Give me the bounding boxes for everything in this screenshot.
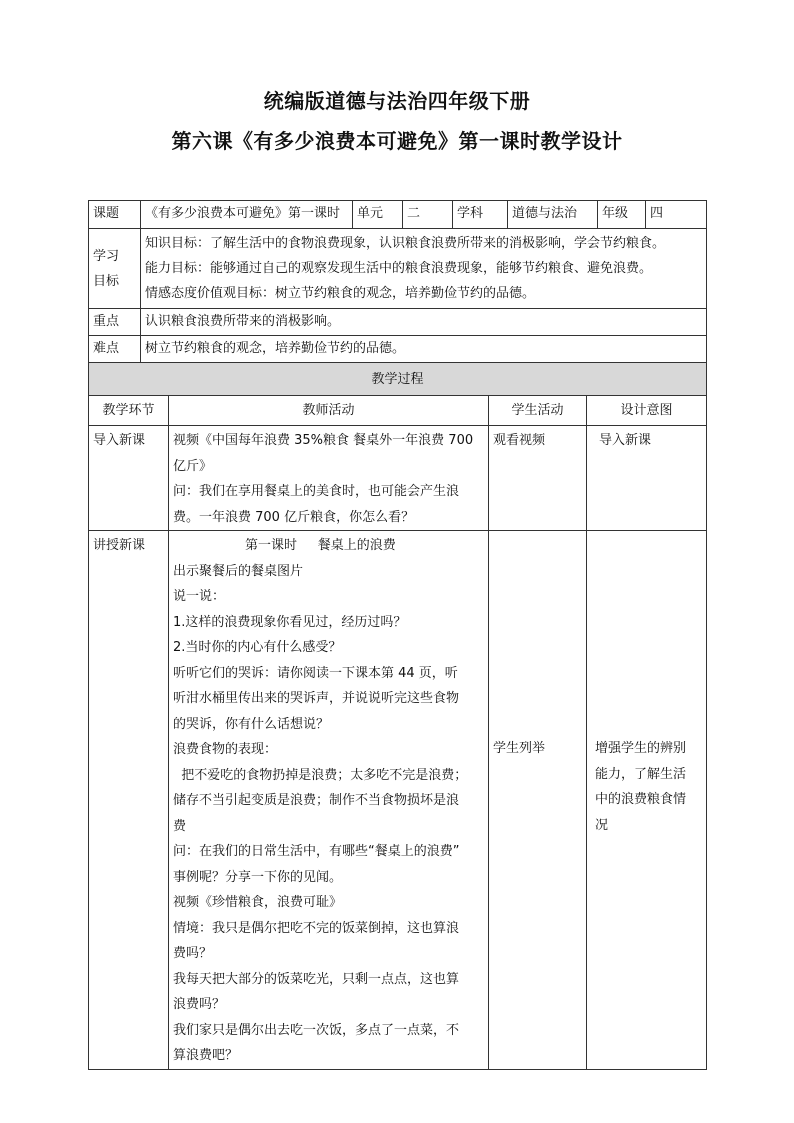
lesson-heading <box>173 533 484 559</box>
lesson-teacher-line: 事例呢？分享一下你的见闻。 <box>173 869 343 885</box>
subject-label: 学科 <box>453 201 508 229</box>
lesson-design-intent <box>587 531 707 1070</box>
lesson-teacher-line: 问：在我们的日常生活中，有哪些“餐桌上的浪费” <box>173 844 460 859</box>
lesson-teacher-line: 出示聚餐后的餐桌图片 <box>173 563 304 579</box>
lesson-teacher-line: 我们家只是偶尔出去吃一次饭，多点了一点菜，不 <box>173 1022 460 1038</box>
intro-design-intent: 导入新课 <box>587 426 707 531</box>
goals-label-line2: 目标 <box>93 273 120 289</box>
emotion-goal: 情感态度价值观目标：树立节约粮食的观念，培养勤俭节约的品德。 <box>145 286 536 301</box>
lesson-intent-line: 中的浪费粮食情 <box>595 792 687 807</box>
lesson-teacher-line: 费 <box>173 818 187 834</box>
header-intent: 设计意图 <box>587 396 707 426</box>
goals-label-line1: 学习 <box>93 248 120 264</box>
header-stage: 教学环节 <box>89 396 169 426</box>
intro-stage: 导入新课 <box>89 426 169 531</box>
document-title-line2: 第六课《有多少浪费本可避免》第一课时教学设计 <box>171 129 623 153</box>
topic-label: 课题 <box>89 201 141 229</box>
lesson-teacher-line: 费吗？ <box>173 946 213 961</box>
intro-teacher-activity <box>169 426 489 531</box>
header-student: 学生活动 <box>489 396 587 426</box>
intro-teacher-line: 视频《中国每年浪费 35%粮食 餐桌外一年浪费 700 <box>173 433 474 448</box>
knowledge-goal: 知识目标：了解生活中的食物浪费现象，认识粮食浪费所带来的消极影响，学会节约粮食。 <box>145 236 666 251</box>
lesson-teacher-line: 1.这样的浪费现象你看见过，经历过吗？ <box>173 614 407 630</box>
intro-student-activity: 观看视频 <box>489 426 587 531</box>
key-point-value: 认识粮食浪费所带来的消极影响。 <box>141 309 707 336</box>
teaching-process-banner: 教学过程 <box>89 363 707 396</box>
lesson-teacher-line: 听泔水桶里传出来的哭诉声，并说说听完这些食物 <box>173 691 460 706</box>
lesson-teacher-line: 听听它们的哭诉：请你阅读一下课本第 44 页，听 <box>173 665 458 681</box>
goals-label <box>89 229 141 309</box>
lesson-stage: 讲授新课 <box>89 531 169 1070</box>
intro-teacher-line: 亿斤》 <box>173 458 213 474</box>
header-teacher: 教师活动 <box>169 396 489 426</box>
lesson-teacher-line: 浪费食物的表现： <box>173 742 278 757</box>
goals-content <box>141 229 707 309</box>
lesson-teacher-line: 说一说： <box>173 589 226 604</box>
lesson-teacher-line: 算浪费吧？ <box>173 1048 239 1063</box>
intro-teacher-line: 问：我们在享用餐桌上的美食时，也可能会产生浪 <box>173 484 460 499</box>
lesson-teacher-activity <box>169 531 489 1070</box>
intro-teacher-line: 费。一年浪费 700 亿斤粮食，你怎么看？ <box>173 509 415 525</box>
lesson-heading-b: 餐桌上的浪费 <box>317 538 396 553</box>
ability-goal: 能力目标：能够通过自己的观察发现生活中的粮食浪费现象，能够节约粮食、避免浪费。 <box>145 261 653 276</box>
lesson-student-activity: 学生列举 <box>489 531 587 1070</box>
lesson-teacher-line: 视频《珍惜粮食，浪费可耻》 <box>173 895 343 910</box>
unit-value: 二 <box>403 201 453 229</box>
teaching-process-table <box>88 362 707 1070</box>
lesson-teacher-line: 的哭诉，你有什么话想说？ <box>173 716 330 732</box>
unit-label: 单元 <box>353 201 403 229</box>
lesson-teacher-line: 把不爱吃的食物扔掉是浪费；太多吃不完是浪费； <box>173 767 468 783</box>
difficulty-value: 树立节约粮食的观念，培养勤俭节约的品德。 <box>141 336 707 363</box>
grade-value: 四 <box>646 201 707 229</box>
key-point-label: 重点 <box>89 309 141 336</box>
document-title-line1: 统编版道德与法治四年级下册 <box>263 89 531 113</box>
lesson-teacher-line: 浪费吗？ <box>173 997 226 1012</box>
lesson-intent-line: 能力，了解生活 <box>595 766 687 782</box>
lesson-teacher-line: 情境：我只是偶尔把吃不完的饭菜倒掉，这也算浪 <box>173 920 460 936</box>
topic-value: 《有多少浪费本可避免》第一课时 <box>141 201 353 229</box>
lesson-intent-line: 增强学生的辨别 <box>595 741 687 756</box>
subject-value: 道德与法治 <box>508 201 598 229</box>
lesson-heading-a: 第一课时 <box>245 538 298 553</box>
lesson-intent-line: 况 <box>595 817 609 833</box>
lesson-teacher-line: 2.当时你的内心有什么感受？ <box>173 640 342 655</box>
grade-label: 年级 <box>598 201 646 229</box>
lesson-teacher-line: 储存不当引起变质是浪费；制作不当食物损坏是浪 <box>173 793 460 808</box>
lesson-teacher-line: 我每天把大部分的饭菜吃光，只剩一点点，这也算 <box>173 971 460 987</box>
lesson-info-table <box>88 200 707 363</box>
difficulty-label: 难点 <box>89 336 141 363</box>
